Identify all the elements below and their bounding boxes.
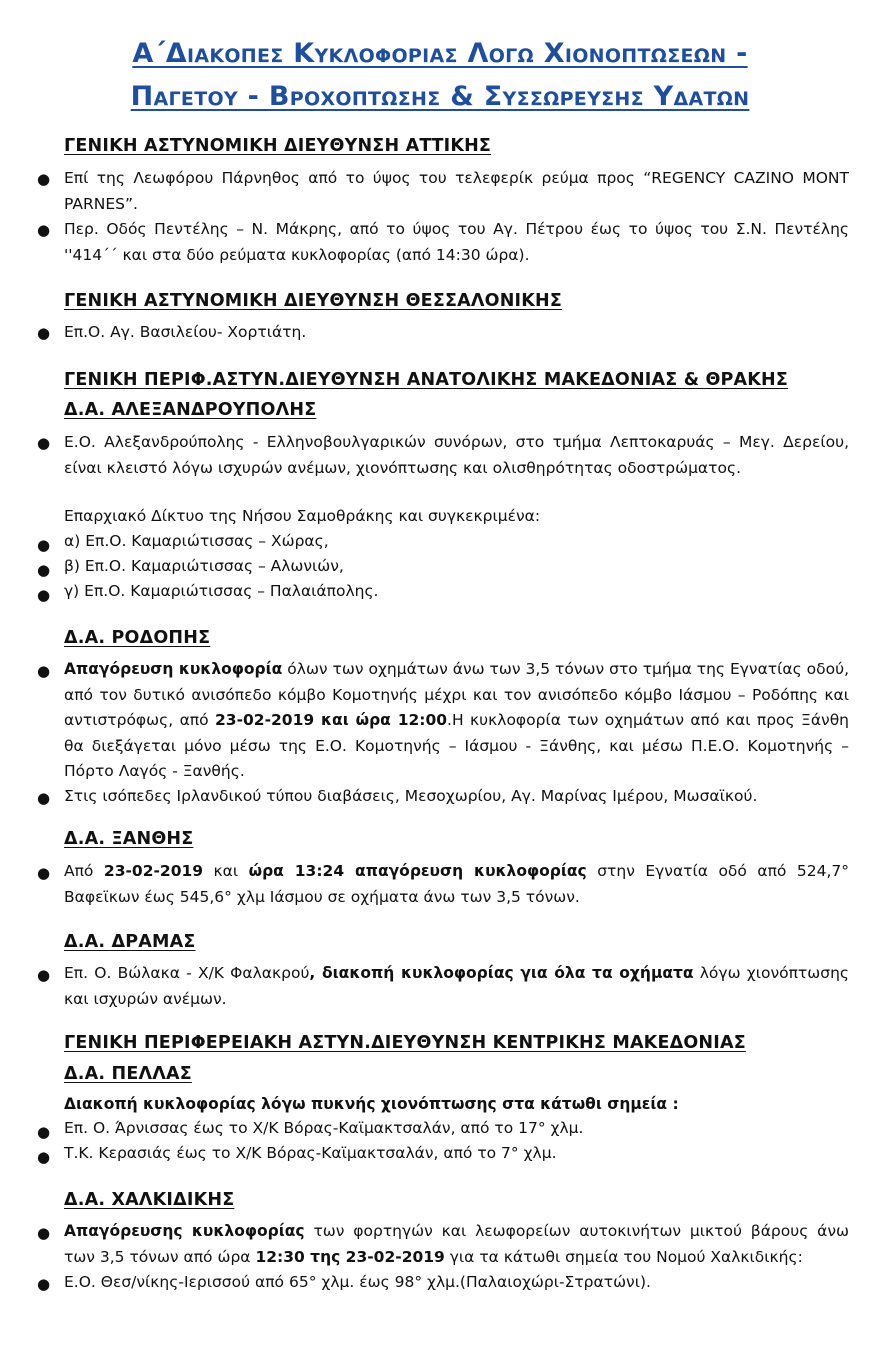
samothraki-road-1: α) Επ.Ο. Καμαριώτισσας – Χώρας, — [64, 532, 329, 550]
bullet-icon: ● — [37, 966, 51, 984]
thessaloniki-item-1: Επ.Ο. Αγ. Βασιλείου- Χορτιάτη. — [64, 323, 307, 341]
heading-drama: Δ.Α. ΔΡΑΜΑΣ — [64, 932, 196, 952]
samothraki-road-3: γ) Επ.Ο. Καμαριώτισσας – Παλαιάπολης. — [64, 582, 379, 600]
chalkidiki-item-1 — [64, 1219, 849, 1270]
drama-bold-1: , διακοπή κυκλοφορίας για όλα τα οχήματα — [309, 964, 694, 982]
rodopi-item-1 — [64, 657, 849, 785]
heading-attica: ΓΕΝΙΚΗ ΑΣΤΥΝΟΜΙΚΗ ΔΙΕΥΘΥΝΣΗ ΑΤΤΙΚΗΣ — [64, 136, 492, 156]
heading-xanthi: Δ.Α. ΞΑΝΘΗΣ — [64, 829, 194, 849]
chalkidiki-bold-1: Απαγόρευσης κυκλοφορίας — [64, 1222, 305, 1240]
heading-alexandroupolis: Δ.Α. ΑΛΕΞΑΝΔΡΟΥΠΟΛΗΣ — [64, 400, 317, 420]
bullet-icon: ● — [37, 1275, 51, 1293]
pellas-item-2: Τ.Κ. Κερασιάς έως το Χ/Κ Βόρας-Καϊμακτσαλάν, από το 7° χλμ. — [64, 1144, 557, 1162]
pellas-intro: Διακοπή κυκλοφορίας λόγω πυκνής χιονόπτωσης στα κάτωθι σημεία : — [64, 1095, 679, 1113]
chalkidiki-text-2: για τα κάτωθι σημεία του Νομού Χαλκιδικής: — [444, 1247, 803, 1266]
bullet-icon: ● — [37, 586, 51, 604]
samothraki-intro: Επαρχιακό Δίκτυο της Νήσου Σαμοθράκης και συγκεκριμένα: — [64, 507, 541, 525]
drama-text-2: λόγω χιονόπτωσης και ισχυρών ανέμων. — [64, 964, 849, 1008]
bullet-icon: ● — [37, 221, 51, 239]
xanthi-text-2: και — [203, 862, 249, 880]
pellas-item-1: Επ. Ο. Άρνισσας έως το Χ/Κ Βόρας-Καϊμακτσαλάν, από το 17° χλμ. — [64, 1119, 584, 1137]
title-line-2: Παγετου - Βροχοπτωσης & Συσσωρευσης Υδατων — [130, 81, 750, 112]
xanthi-item-1 — [64, 859, 849, 910]
rodopi-bold-1: Απαγόρευση κυκλοφορία — [64, 660, 283, 678]
bullet-icon: ● — [37, 561, 51, 579]
rodopi-text-2: .Η κυκλοφορία των οχημάτων από και προς Ξάνθη θα διεξάγεται μόνο μέσω της Ε.Ο. Κομοτηνής – Ιάσμου - Ξάνθης, και μέσω Π.Ε.Ο. Κομοτηνής – Πόρτο Λαγός - Ξανθής. — [64, 711, 850, 780]
rodopi-item-2: Στις ισόπεδες Ιρλανδικού τύπου διαβάσεις, Μεσοχωρίου, Αγ. Μαρίνας Ιμέρου, Μωσαϊκού. — [64, 787, 758, 805]
chalkidiki-item-2: Ε.Ο. Θεσ/νίκης-Ιερισσού από 65° χλμ. έως 98° χλμ.(Παλαιοχώρι-Στρατώνι). — [64, 1273, 651, 1291]
xanthi-text-1: Από — [64, 862, 104, 880]
rodopi-bold-2: 23-02-2019 και ώρα 12:00 — [215, 711, 448, 729]
heading-chalkidiki: Δ.Α. ΧΑΛΚΙΔΙΚΗΣ — [64, 1190, 235, 1210]
heading-central-macedonia: ΓΕΝΙΚΗ ΠΕΡΙΦΕΡΕΙΑΚΗ ΑΣΤΥΝ.ΔΙΕΥΘΥΝΣΗ ΚΕΝΤΡΙΚΗΣ ΜΑΚΕΔΟΝΙΑΣ — [64, 1033, 746, 1053]
attica-item-1: Επί της Λεωφόρου Πάρνηθος από το ύψος του τελεφερίκ ρεύμα προς “REGENCY CAZINO MONT PARNES”. — [64, 169, 849, 213]
bullet-icon: ● — [37, 434, 51, 452]
chalkidiki-text-1: των φορτηγών και λεωφορείων αυτοκινήτων μικτού βάρους άνω των 3,5 τόνων από ώρα — [64, 1222, 850, 1266]
xanthi-bold-2: ώρα 13:24 απαγόρευση κυκλοφορίας — [248, 862, 587, 880]
bullet-icon: ● — [37, 1224, 51, 1242]
drama-text-1: Επ. Ο. Βώλακα - Χ/Κ Φαλακρού — [64, 964, 310, 982]
bullet-icon: ● — [37, 170, 51, 188]
chalkidiki-bold-2: 12:30 της 23-02-2019 — [255, 1247, 445, 1266]
bullet-icon: ● — [37, 662, 51, 680]
heading-thessaloniki: ΓΕΝΙΚΗ ΑΣΤΥΝΟΜΙΚΗ ΔΙΕΥΘΥΝΣΗ ΘΕΣΣΑΛΟΝΙΚΗΣ — [64, 291, 563, 311]
xanthi-bold-1: 23-02-2019 — [103, 862, 204, 880]
bullet-icon: ● — [37, 789, 51, 807]
bullet-icon: ● — [37, 1148, 51, 1166]
title-line-1: Α΄Διακοπες Κυκλοφοριας Λογω Χιονοπτωσεων - — [132, 38, 748, 69]
drama-item-1 — [64, 961, 849, 1012]
heading-rodopi: Δ.Α. ΡΟΔΟΠΗΣ — [64, 628, 211, 648]
attica-item-2: Περ. Οδός Πεντέλης – Ν. Μάκρης, από το ύψος του Αγ. Πέτρου έως το ύψος του Σ.Ν. Πεντέλης ''414΄΄ και στα δύο ρεύματα κυκλοφορίας (από 14:30 ώρα). — [64, 220, 849, 264]
bullet-icon: ● — [37, 864, 51, 882]
heading-pellas: Δ.Α. ΠΕΛΛΑΣ — [64, 1064, 192, 1084]
rodopi-text-1: όλων των οχημάτων άνω των 3,5 τόνων στο τμήμα της Εγνατίας οδού, από τον δυτικό ανισόπεδο κόμβο Κομοτηνής μέχρι και τον ανισόπεδο κόμβο Ιάσμου – Ροδόπης και αντιστρόφως, από — [64, 660, 849, 729]
document-title — [0, 32, 880, 118]
bullet-icon: ● — [37, 324, 51, 342]
xanthi-text-3: στην Εγνατία οδό από 524,7° Βαφεϊκων έως 545,6° χλμ Ιάσμου σε οχήματα άνω των 3,5 τόνων. — [64, 862, 849, 906]
heading-east-macedonia-thrace: ΓΕΝΙΚΗ ΠΕΡΙΦ.ΑΣΤΥΝ.ΔΙΕΥΘΥΝΣΗ ΑΝΑΤΟΛΙΚΗΣ ΜΑΚΕΔΟΝΙΑΣ & ΘΡΑΚΗΣ — [64, 370, 789, 390]
samothraki-road-2: β) Επ.Ο. Καμαριώτισσας – Αλωνιών, — [64, 557, 344, 575]
bullet-icon: ● — [37, 1123, 51, 1141]
alexandroupolis-item-1: Ε.Ο. Αλεξανδρούπολης - Ελληνοβουλγαρικών συνόρων, στο τμήμα Λεπτοκαρυάς – Μεγ. Δερείου, είναι κλειστό λόγω ισχυρών ανέμων, χιονόπτωσης και ολισθηρότητας οδοστρώματος. — [64, 433, 849, 477]
bullet-icon: ● — [37, 536, 51, 554]
